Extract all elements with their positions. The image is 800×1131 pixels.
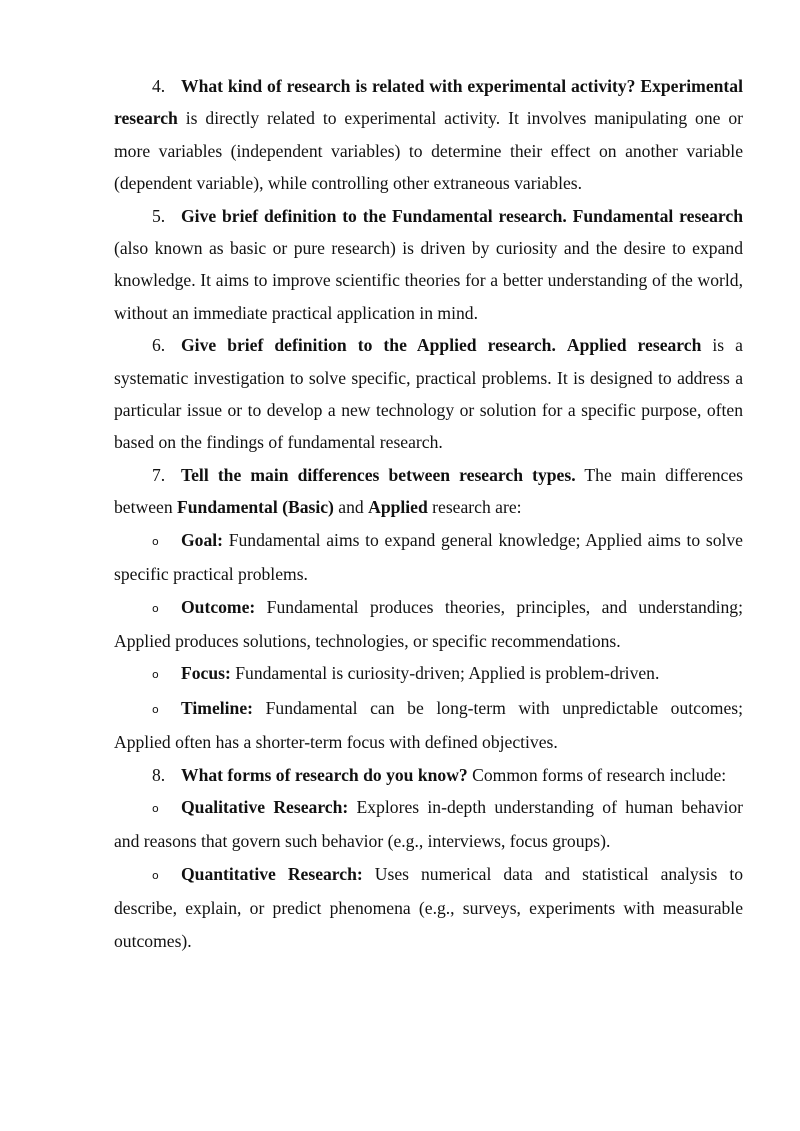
bullet-label: Goal: — [181, 529, 224, 550]
item-number: 6. — [152, 335, 166, 356]
bullet-label: Qualitative Research: — [181, 796, 349, 817]
question-item-8 — [114, 759, 743, 791]
bullet-label: Timeline: — [181, 697, 253, 718]
key-term: Applied — [368, 497, 428, 518]
item-number: 8. — [152, 764, 166, 785]
answer-text: research are: — [427, 497, 522, 518]
item-number: 4. — [152, 76, 166, 96]
item-number: 5. — [152, 205, 166, 226]
question-item-7 — [114, 459, 743, 524]
bullet-text: Fundamental is curiosity-driven; Applied is problem-driven. — [230, 663, 660, 684]
bullet-label: Focus: — [181, 663, 231, 684]
bullet-text: Fundamental aims to expand general knowledge; Applied aims to solve specific practical problems. — [114, 529, 743, 585]
answer-text: is directly related to experimental activity. It involves manipulating one or more variables (independent variables) to determine their effect on another variable (dependent variable), while controlling other extraneous variables. — [114, 108, 743, 194]
answer-text: and — [333, 497, 369, 518]
key-term: Applied research — [566, 335, 702, 356]
bullet-text: Explores in-depth understanding of human behavior and reasons that govern such behavior (e.g., interviews, focus groups). — [114, 796, 743, 852]
bullet-item-quantitative — [114, 858, 743, 957]
bullet-label: Quantitative Research: — [181, 863, 363, 884]
bullet-text: Fundamental can be long-term with unpredictable outcomes; Applied often has a shorter-term focus with defined objectives. — [114, 697, 743, 753]
question-text: What forms of research do you know? — [181, 764, 468, 785]
answer-text: is a systematic investigation to solve specific, practical problems. It is designed to address a particular issue or to develop a new technology or solution for a specific purpose, often based on the findings of fundamental research. — [114, 335, 743, 453]
document-page — [114, 70, 743, 957]
answer-text: The main differences between — [114, 464, 743, 518]
bullet-item-timeline — [114, 692, 743, 759]
question-item-5 — [114, 200, 743, 330]
bullet-item-outcome — [114, 591, 743, 658]
answer-text: Common forms of research include: — [467, 764, 727, 785]
key-term: Fundamental research — [572, 205, 743, 226]
question-text: Tell the main differences between research types. — [181, 464, 576, 485]
bullet-marker: o — [152, 702, 159, 716]
bullet-item-focus — [114, 657, 743, 691]
bullet-marker: o — [152, 801, 159, 815]
question-text: Give brief definition to the Fundamental research. — [181, 205, 567, 226]
bullet-marker: o — [152, 601, 159, 615]
bullet-item-qualitative — [114, 791, 743, 858]
bullet-label: Outcome: — [181, 596, 256, 617]
bullet-text: Fundamental produces theories, principles, and understanding; Applied produces solutions, technologies, or specific recommendations. — [114, 596, 743, 651]
bullet-item-goal — [114, 524, 743, 591]
question-item-6 — [114, 329, 743, 459]
bullet-text: Uses numerical data and statistical analysis to describe, explain, or predict phenomena (e.g., surveys, experiments with measurable outcomes). — [114, 863, 743, 951]
question-text: What kind of research is related with experimental activity? — [181, 76, 636, 96]
bullet-marker: o — [152, 868, 159, 882]
answer-text: (also known as basic or pure research) is driven by curiosity and the desire to expand knowledge. It aims to improve scientific theories for a better understanding of the world, without an immediate practical application in mind. — [114, 238, 743, 323]
key-term: Fundamental (Basic) — [177, 497, 334, 518]
bullet-marker: o — [152, 668, 159, 682]
item-number: 7. — [152, 464, 166, 485]
question-item-4 — [114, 70, 743, 200]
key-term: Experimental research — [114, 76, 743, 129]
question-text: Give brief definition to the Applied research. — [181, 335, 556, 356]
bullet-marker: o — [152, 534, 159, 548]
